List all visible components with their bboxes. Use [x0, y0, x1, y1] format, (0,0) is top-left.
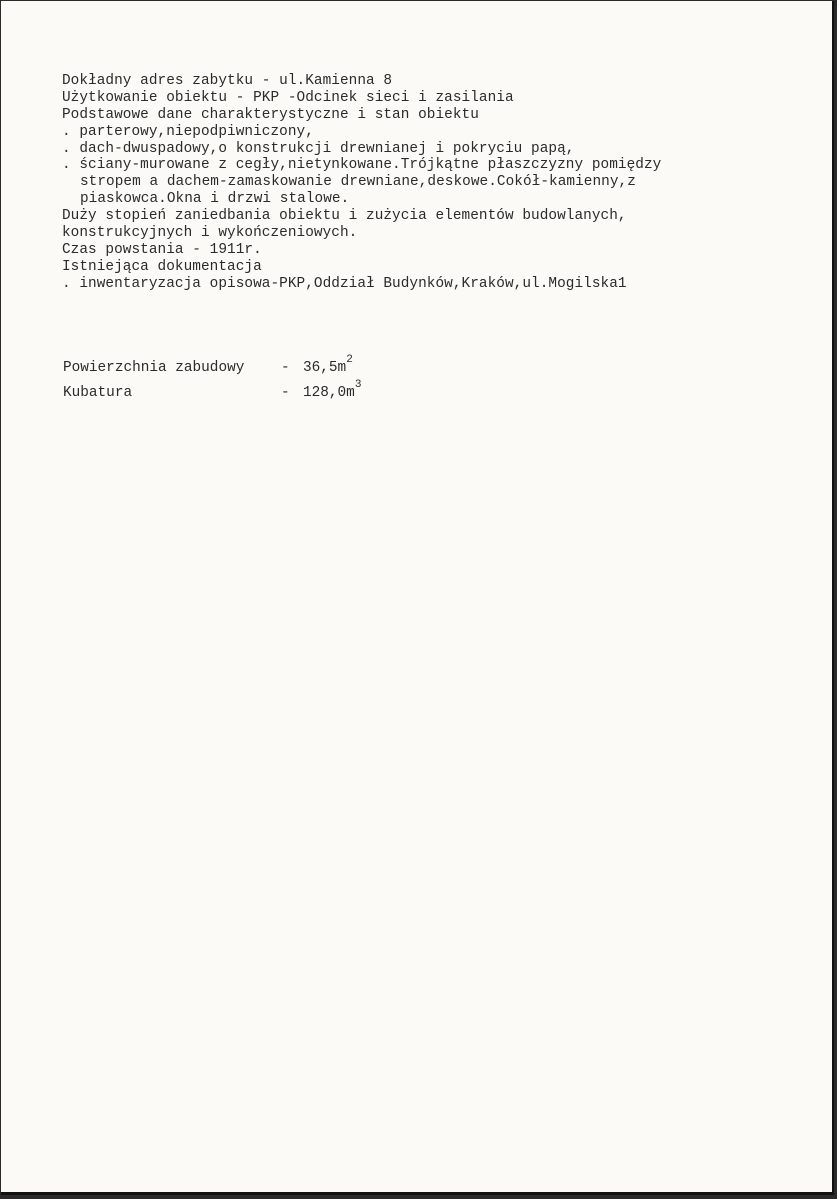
list-item-walls: . ściany-murowane z cegły,nietynkowane.Trójkątne płaszczyzny pomiędzy: [62, 157, 662, 174]
condition-line: Duży stopień zaniedbania obiektu i zużycia elementów budowlanych,: [62, 208, 627, 225]
list-item-roof: . dach-dwuspadowy,o konstrukcji drewnianej i pokryciu papą,: [62, 140, 575, 157]
condition-line-cont: konstrukcyjnych i wykończeniowych.: [62, 225, 358, 242]
measure-number: 128,0m: [303, 385, 355, 401]
documentation-heading: Istniejąca dokumentacja: [62, 258, 262, 275]
measure-value: [303, 381, 361, 406]
list-item-walls-cont-2: piaskowca.Okna i drzwi stalowe.: [80, 191, 350, 208]
measure-dash: -: [281, 385, 290, 401]
list-item-storeys: . parterowy,niepodpiwniczony,: [62, 123, 314, 140]
measure-row-volume: [63, 381, 361, 406]
characteristics-heading: Podstawowe dane charakterystyczne i stan obiektu: [62, 106, 479, 123]
measure-exponent: 3: [354, 379, 362, 392]
document-page: [1, 1, 834, 1195]
list-item-walls-cont-1: stropem a dachem-zamaskowanie drewniane,deskowe.Cokół-kamienny,z: [80, 174, 636, 191]
list-item-inventory: . inwentaryzacja opisowa-PKP,Oddział Budynków,Kraków,ul.Mogilska1: [62, 275, 627, 292]
usage-line: Użytkowanie obiektu - PKP -Odcinek sieci i zasilania: [62, 89, 514, 106]
measure-value: [303, 356, 353, 381]
measure-row-area: [63, 356, 361, 381]
measure-number: 36,5m: [303, 360, 347, 376]
measure-label: Kubatura: [63, 385, 133, 401]
measure-label: Powierzchnia zabudowy: [63, 360, 245, 376]
address-line: Dokładny adres zabytku - ul.Kamienna 8: [62, 73, 393, 89]
measure-exponent: 2: [346, 354, 353, 367]
measurements: [63, 356, 361, 406]
description-text: [62, 73, 802, 293]
measure-dash: -: [281, 360, 290, 376]
construction-date-line: Czas powstania - 1911r.: [62, 241, 262, 258]
